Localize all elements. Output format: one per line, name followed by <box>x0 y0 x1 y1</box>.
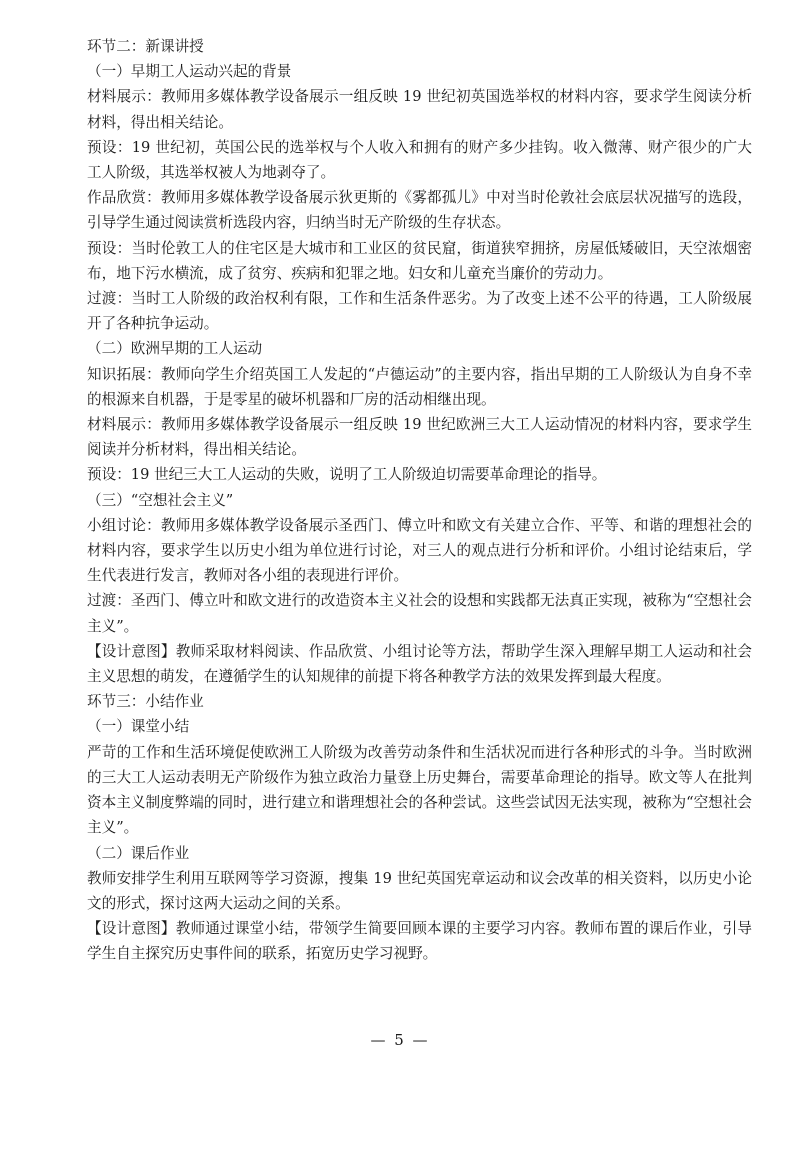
paragraph: 知识拓展：教师向学生介绍英国工人发起的“卢德运动”的主要内容，指出早期的工人阶级认为自身不幸的根源来自机器，于是零星的破坏机器和厂房的活动相继出现。 <box>87 365 752 408</box>
section-heading: 环节二：新课讲授 <box>87 38 204 55</box>
paragraph: 材料展示：教师用多媒体教学设备展示一组反映 19 世纪初英国选举权的材料内容，要求学生阅读分析材料，得出相关结论。 <box>87 88 752 131</box>
paragraph: 教师安排学生利用互联网等学习资源，搜集 19 世纪英国宪章运动和议会改革的相关资料，以历史小论文的形式，探讨这两大运动之间的关系。 <box>87 869 752 912</box>
subsection-heading: （一）课堂小结 <box>87 718 190 736</box>
paragraph: 过渡：圣西门、傅立叶和欧文进行的改造资本主义社会的设想和实践都无法真正实现，被称为“空想社会主义”。 <box>87 592 752 635</box>
paragraph: 小组讨论：教师用多媒体教学设备展示圣西门、傅立叶和欧文有关建立合作、平等、和谐的理想社会的材料内容，要求学生以历史小组为单位进行讨论，对三人的观点进行分析和评价。小组讨论结束后，学生代表进行发言，教师对各小组的表现进行评价。 <box>87 516 752 585</box>
paragraph: 严苛的工作和生活环境促使欧洲工人阶级为改善劳动条件和生活状况而进行各种形式的斗争。当时欧洲的三大工人运动表明无产阶级作为独立政治力量登上历史舞台，需要革命理论的指导。欧文等人在批判资本主义制度弊端的同时，进行建立和谐理想社会的各种尝试。这些尝试因无法实现，被称为“空想社会主义”。 <box>87 743 752 837</box>
paragraph: 过渡：当时工人阶级的政治权利有限，工作和生活条件恶劣。为了改变上述不公平的待遇，工人阶级展开了各种抗争运动。 <box>87 290 752 333</box>
paragraph: 材料展示：教师用多媒体教学设备展示一组反映 19 世纪欧洲三大工人运动情况的材料内容，要求学生阅读并分析材料，得出相关结论。 <box>87 416 752 459</box>
paragraph: 预设：19 世纪初，英国公民的选举权与个人收入和拥有的财产多少挂钩。收入微薄、财产很少的广大工人阶级，其选举权被人为地剥夺了。 <box>87 138 752 182</box>
paragraph: 作品欣赏：教师用多媒体教学设备展示狄更斯的《雾都孤儿》中对当时伦敦社会底层状况描写的选段，引导学生通过阅读赏析选段内容，归纳当时无产阶级的生存状态。 <box>87 189 752 232</box>
design-intent-paragraph: 【设计意图】教师采取材料阅读、作品欣赏、小组讨论等方法，帮助学生深入理解早期工人运动和社会主义思想的萌发，在遵循学生的认知规律的前提下将各种教学方法的效果发挥到最大程度。 <box>87 642 752 686</box>
design-intent-paragraph: 【设计意图】教师通过课堂小结，带领学生简要回顾本课的主要学习内容。教师布置的课后作业，引导学生自主探究历史事件间的联系，拓宽历史学习视野。 <box>87 920 752 963</box>
paragraph: 预设：当时伦敦工人的住宅区是大城市和工业区的贫民窟，街道狭窄拥挤，房屋低矮破旧，天空浓烟密布，地下污水横流，成了贫穷、疾病和犯罪之地。妇女和儿童充当廉价的劳动力。 <box>87 239 752 282</box>
section-heading: 环节三：小结作业 <box>87 693 204 711</box>
subsection-heading: （三）“空想社会主义” <box>87 491 234 509</box>
subsection-heading: （二）欧洲早期的工人运动 <box>87 340 263 358</box>
document-body <box>87 34 752 967</box>
subsection-heading: （一）早期工人运动兴起的背景 <box>87 63 292 81</box>
subsection-heading: （二）课后作业 <box>87 844 190 862</box>
page-number: — 5 — <box>370 1031 430 1049</box>
paragraph: 预设：19 世纪三大工人运动的失败，说明了工人阶级迫切需要革命理论的指导。 <box>87 466 607 484</box>
